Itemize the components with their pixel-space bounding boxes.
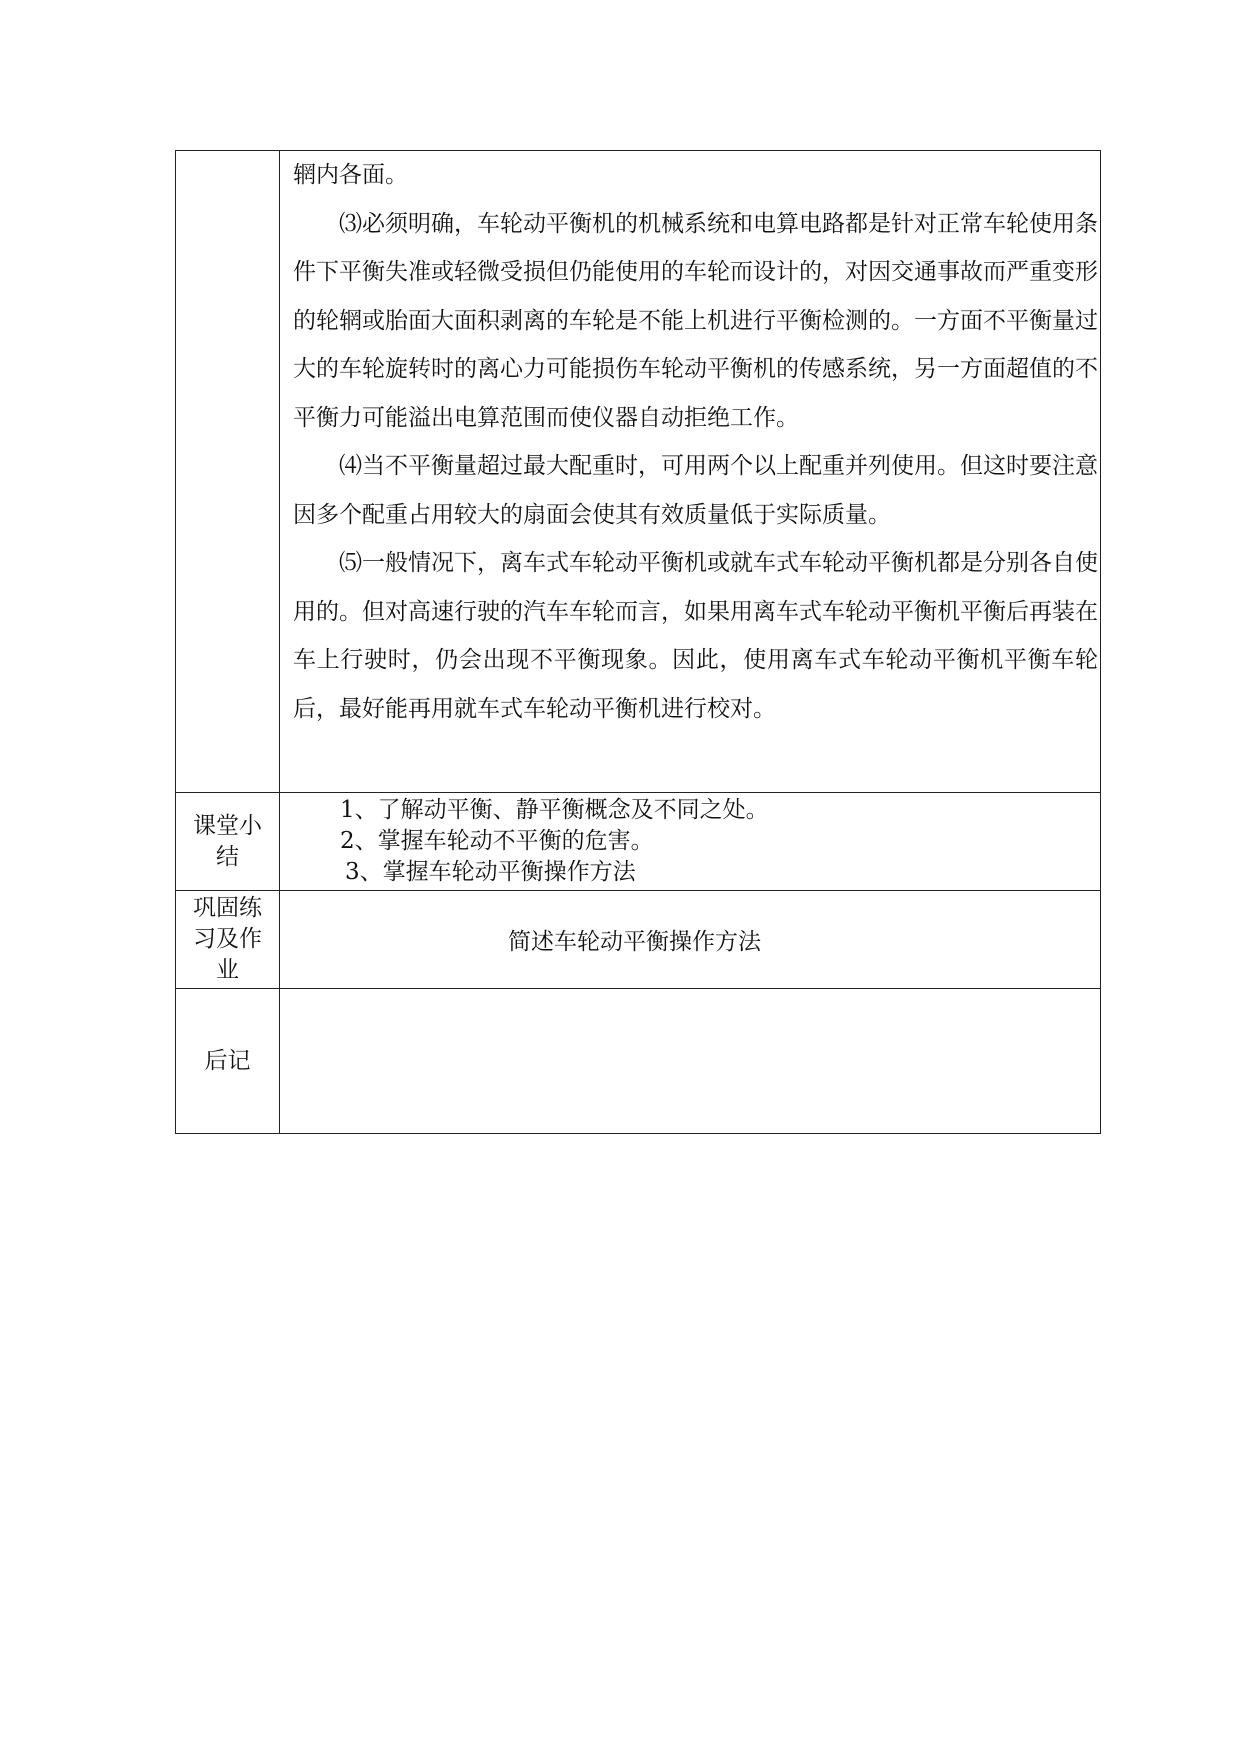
homework-text: 简述车轮动平衡操作方法 xyxy=(280,891,1101,989)
paragraph-point-4: ⑷当不平衡量超过最大配重时，可用两个以上配重并列使用。但这时要注意因多个配重占用较大的扇面会使其有效质量低于实际质量。 xyxy=(293,453,1098,528)
content-cell xyxy=(280,151,1101,793)
paragraph-point-3: ⑶必须明确，车轮动平衡机的机械系统和电算电路都是针对正常车轮使用条件下平衡失准或轻微受损但仍能使用的车轮而设计的，对因交通事故而严重变形的轮辋或胎面大面积剥离的车轮是不能上机进行平衡检测的。一方面不平衡量过大的车轮旋转时的离心力可能损伤车轮动平衡机的传感系统，另一方面超值的不平衡力可能溢出电算范围而使仪器自动拒绝工作。 xyxy=(293,210,1098,431)
postscript-cell xyxy=(280,989,1101,1134)
summary-item: 3、掌握车轮动平衡操作方法 xyxy=(345,859,636,885)
summary-cell xyxy=(280,793,1101,891)
paragraph-point-5: ⑸一般情况下，离车式车轮动平衡机或就车式车轮动平衡机都是分别各自使用的。但对高速行驶的汽车车轮而言，如果用离车式车轮动平衡机平衡后再装在车上行驶时，仍会出现不平衡现象。因此，使用离车式车轮动平衡机平衡车轮后，最好能再用就车式车轮动平衡机进行校对。 xyxy=(293,550,1098,722)
lesson-plan-table xyxy=(175,150,1101,1134)
content-label-cell xyxy=(176,151,280,793)
summary-item: 2、掌握车轮动不平衡的危害。 xyxy=(340,828,654,854)
content-row xyxy=(176,151,1101,793)
postscript-label: 后记 xyxy=(176,989,280,1134)
summary-row xyxy=(176,793,1101,891)
summary-item: 1、了解动平衡、静平衡概念及不同之处。 xyxy=(340,797,769,823)
postscript-row xyxy=(176,989,1101,1134)
summary-label: 课堂小 结 xyxy=(176,793,280,891)
homework-label: 巩固练 习及作 业 xyxy=(176,891,280,989)
homework-row xyxy=(176,891,1101,989)
paragraph-continuation: 辋内各面。 xyxy=(293,162,408,188)
